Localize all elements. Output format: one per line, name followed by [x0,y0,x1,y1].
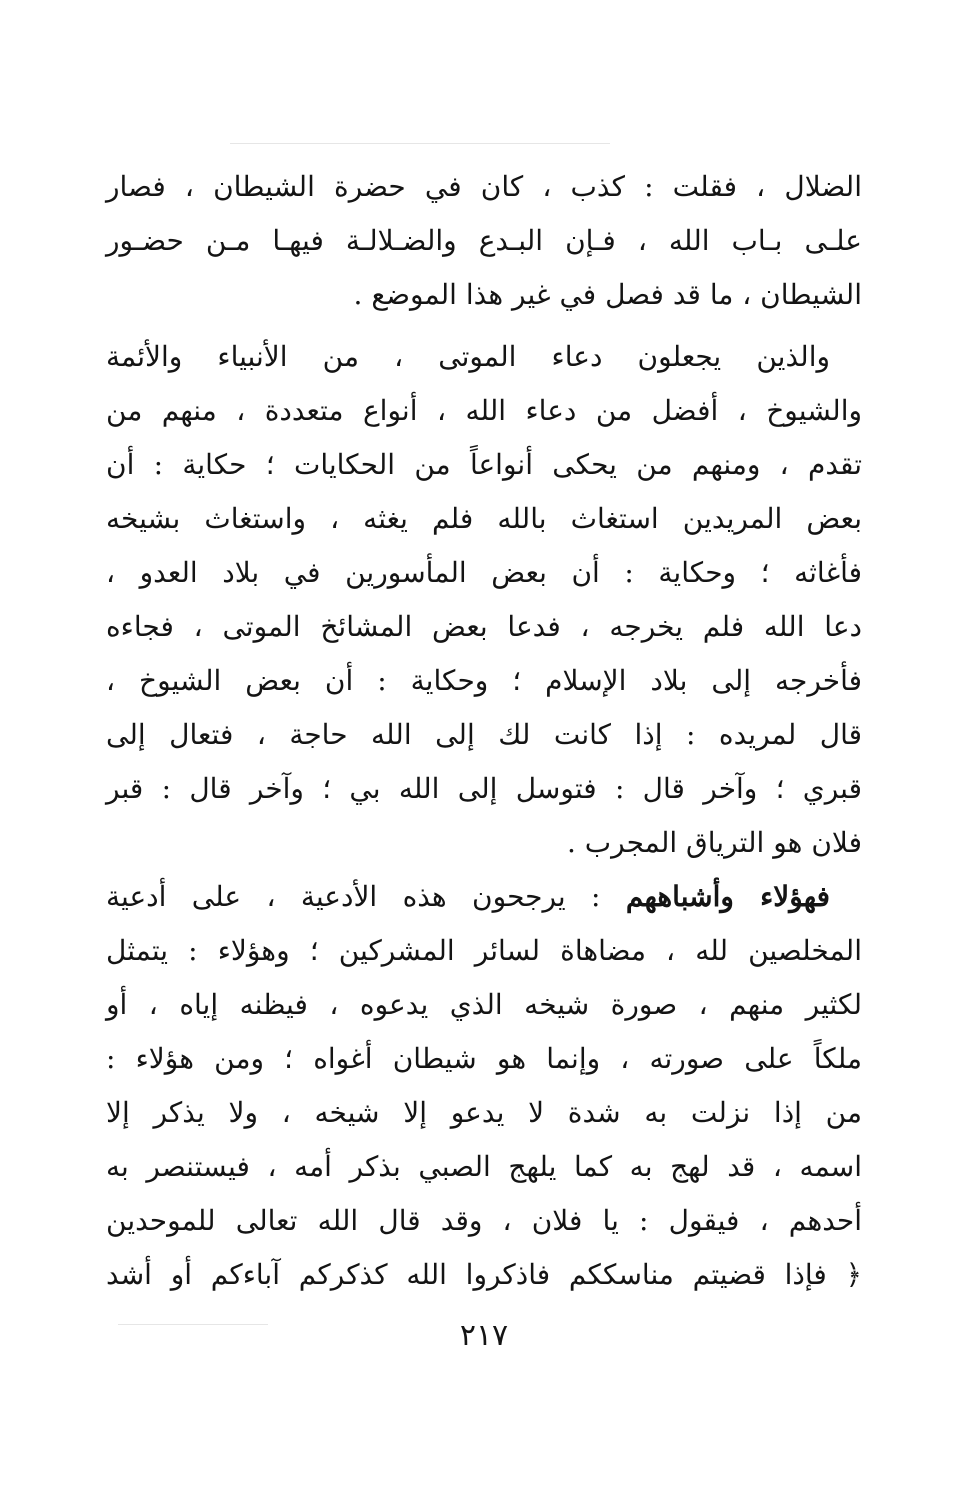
text-line: لكثير منهم ، صورة شيخه الذي يدعوه ، فيظنه إياه ، أو [106,988,862,1021]
bold-lead-text: فهؤلاء وأشباههم [625,880,830,913]
text-line: والشيوخ ، أفضل من دعاء الله ، أنواع متعددة ، منهم من [106,394,862,427]
text-line: دعا الله فلم يخرجه ، فدعا بعض المشائخ الموتى ، فجاءه [106,610,862,643]
text-line: الضلال ، فقلت : كذب ، كان في حضرة الشيطان ، فصار [106,170,862,203]
paragraph-1 [106,160,862,322]
text-line: فلان هو الترياق المجرب . [566,826,862,859]
text-line: والذين يجعلون دعاء الموتى ، من الأنبياء والأئمة [106,340,830,373]
page-number: ٢١٧ [459,1318,509,1353]
text-line-lead [106,870,862,924]
text-line: قبري ؛ وآخر قال : فتوسل إلى الله بي ؛ وآخر قال : قبر [106,772,862,805]
paragraph-2 [106,330,862,870]
text-line: فأغاثه ؛ وحكاية : أن بعض المأسورين في بلاد العدو ، [106,556,862,589]
top-rule [230,143,610,144]
text-line: فأخرجه إلى بلاد الإسلام ؛ وحكاية : أن بعض الشيوخ ، [106,664,862,697]
text-line: الشيطان ، ما قد فصل في غير هذا الموضع . [353,278,862,311]
lead-rest-text: : يرجحون هذه الأدعية ، على أدعية [106,880,626,913]
paragraph-3 [106,870,862,1302]
text-line: بعض المريدين استغاث بالله فلم يغثه ، واستغاث بشيخه [106,502,862,535]
text-line: ﴿ فإذا قضيتم مناسككم فاذكروا الله كذكركم آباءكم أو أشد [106,1258,862,1291]
text-line: قال لمريده : إذا كانت لك إلى الله حاجة ، فتعال إلى [106,718,862,751]
text-line: علـى بـاب الله ، فـإن البـدع والضـلالـة فيهـا مـن حضـور [106,224,862,257]
text-line: المخلصين لله ، مضاهاة لسائر المشركين ؛ وهؤلاء : يتمثل [106,934,862,967]
text-line: أحدهم ، فيقول : يا فلان ، وقد قال الله تعالى للموحدين [106,1204,862,1237]
text-line: من إذا نزلت به شدة لا يدعو إلا شيخه ، ولا يذكر إلا [106,1096,862,1129]
text-line: تقدم ، ومنهم من يحكى أنواعاً من الحكايات ؛ حكاية : أن [106,448,862,481]
text-line: ملكاً على صورته ، وإنما هو شيطان أغواه ؛ ومن هؤلاء : [106,1042,863,1075]
text-line: اسمه ، قد لهج به كما يلهج الصبي بذكر أمه ، فيستنصر به [106,1150,862,1183]
